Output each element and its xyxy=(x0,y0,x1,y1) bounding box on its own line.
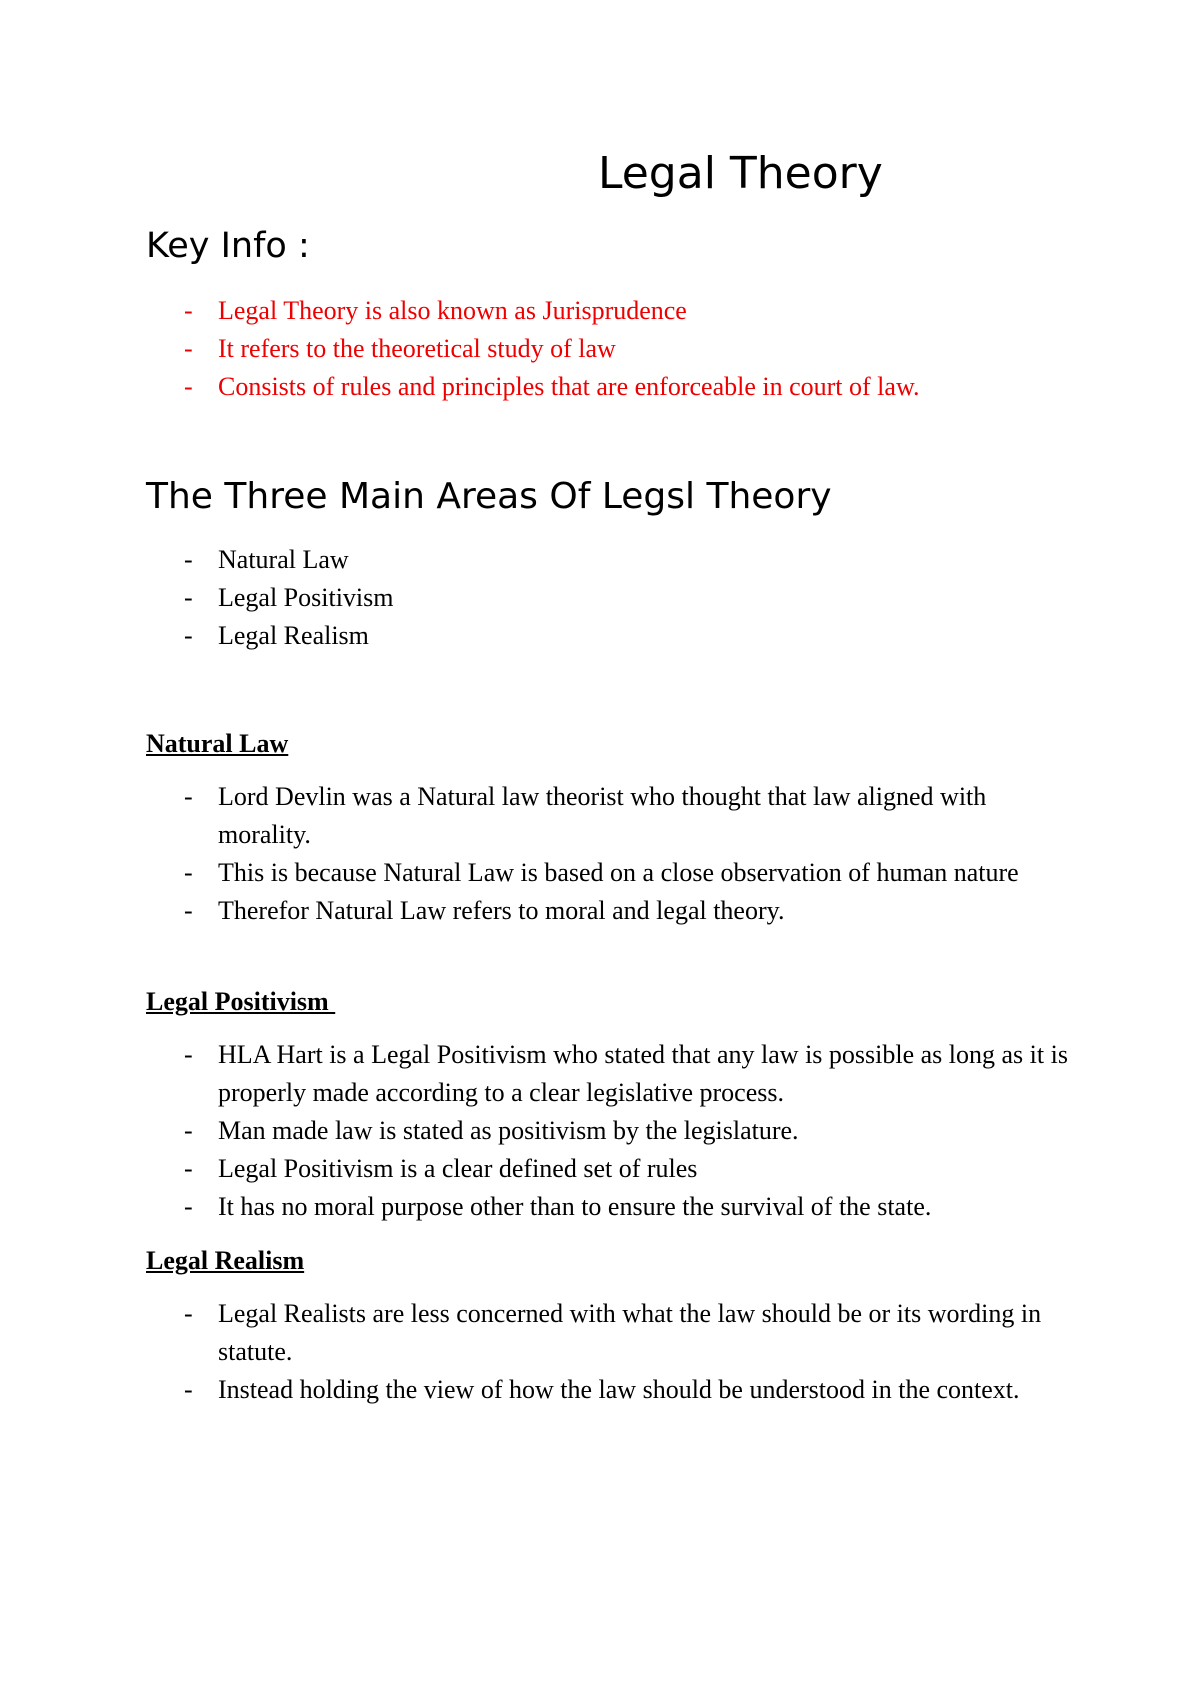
list-item xyxy=(0,1188,1078,1226)
bullet-dash: - xyxy=(184,1375,193,1404)
list-item-text: Man made law is stated as positivism by the legislature. xyxy=(218,1116,799,1145)
list-item-text: Legal Theory is also known as Jurisprudence xyxy=(218,296,687,325)
list-item-text: HLA Hart is a Legal Positivism who stated that any law is possible as long as it is properly made according to a clear legislative process. xyxy=(218,1040,1068,1107)
bullet-dash: - xyxy=(184,621,193,650)
list-item xyxy=(0,541,1078,579)
list-item-text: Natural Law xyxy=(218,545,349,574)
list-item-text: Legal Realists are less concerned with what the law should be or its wording in statute. xyxy=(218,1299,1042,1366)
list-item xyxy=(0,330,1078,368)
list-item xyxy=(0,1112,1078,1150)
bullet-dash: - xyxy=(184,1116,193,1145)
bullet-dash: - xyxy=(184,583,193,612)
list-item-text: Legal Positivism is a clear defined set of rules xyxy=(218,1154,698,1183)
bullet-dash: - xyxy=(184,1154,193,1183)
legal-realism-list xyxy=(0,1295,1078,1409)
list-item xyxy=(0,892,1078,930)
bullet-dash: - xyxy=(184,545,193,574)
areas-list xyxy=(0,541,1078,655)
list-item-text: Instead holding the view of how the law should be understood in the context. xyxy=(218,1375,1020,1404)
list-item-text: Legal Realism xyxy=(218,621,369,650)
natural-law-list xyxy=(0,778,1078,930)
bullet-dash: - xyxy=(184,896,193,925)
key-info-heading: Key Info : xyxy=(146,226,310,266)
bullet-dash: - xyxy=(184,296,193,325)
bullet-dash: - xyxy=(184,1192,193,1221)
list-item-text: It refers to the theoretical study of law xyxy=(218,334,616,363)
list-item-text: This is because Natural Law is based on a close observation of human nature xyxy=(218,858,1019,887)
list-item-text: Lord Devlin was a Natural law theorist who thought that law aligned with morality. xyxy=(218,782,987,849)
key-info-list xyxy=(0,292,1078,406)
document-title: Legal Theory xyxy=(598,148,883,199)
list-item xyxy=(0,292,1078,330)
list-item xyxy=(0,1295,1078,1371)
list-item-text: Legal Positivism xyxy=(218,583,394,612)
bullet-dash: - xyxy=(184,782,193,811)
list-item xyxy=(0,1036,1078,1112)
list-item-text: Therefor Natural Law refers to moral and legal theory. xyxy=(218,896,785,925)
list-item xyxy=(0,1150,1078,1188)
bullet-dash: - xyxy=(184,1040,193,1069)
list-item xyxy=(0,1371,1078,1409)
legal-positivism-list xyxy=(0,1036,1078,1226)
bullet-dash: - xyxy=(184,334,193,363)
bullet-dash: - xyxy=(184,372,193,401)
list-item xyxy=(0,617,1078,655)
list-item xyxy=(0,579,1078,617)
list-item-text: Consists of rules and principles that are enforceable in court of law. xyxy=(218,372,920,401)
list-item-text: It has no moral purpose other than to ensure the survival of the state. xyxy=(218,1192,932,1221)
list-item xyxy=(0,368,1078,406)
natural-law-heading: Natural Law xyxy=(146,729,289,758)
list-item xyxy=(0,778,1078,854)
legal-positivism-heading: Legal Positivism xyxy=(146,987,336,1016)
legal-realism-heading: Legal Realism xyxy=(146,1246,305,1275)
bullet-dash: - xyxy=(184,858,193,887)
list-item xyxy=(0,854,1078,892)
bullet-dash: - xyxy=(184,1299,193,1328)
areas-heading: The Three Main Areas Of Legsl Theory xyxy=(146,476,832,517)
